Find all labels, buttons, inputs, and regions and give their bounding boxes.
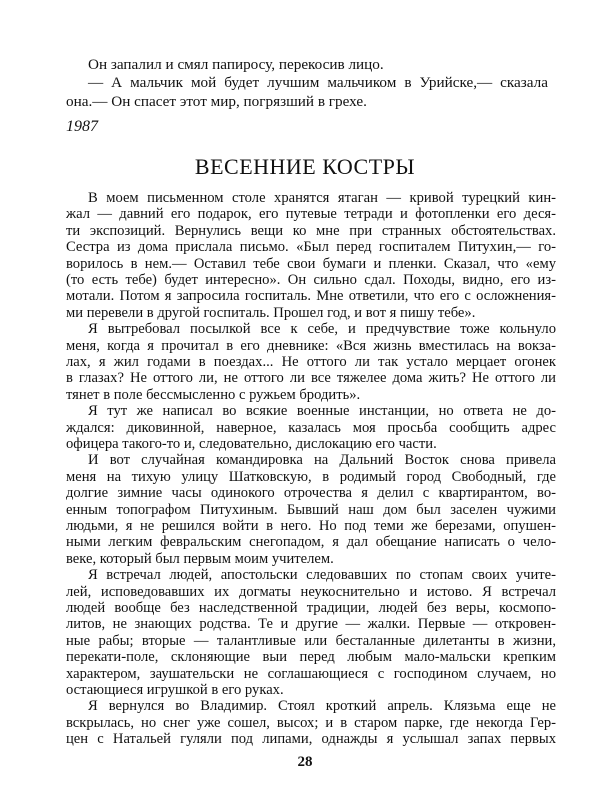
body-line: ти экспозиций. Вернулись вещи ко мне при странных обстоятельствах. bbox=[66, 222, 556, 239]
body-line: (то есть тебе) будет интересно». Он сильно сдал. Походы, видно, его из- bbox=[66, 272, 556, 288]
intro-line: она.— Он спасет этот мир, погрязший в грехе. bbox=[66, 93, 367, 110]
body-line: ми перевели в другой госпиталь. Прошел год, и вот я пишу тебе». bbox=[66, 304, 476, 321]
body-line: Я встречал людей, апостольски следовавших по стопам своих учите- bbox=[88, 567, 556, 584]
body-line: цен с Натальей гуляли под липами, однажды я услышал запах первых bbox=[66, 731, 556, 748]
body-line: литов, не знающих родства. Те и другие — жалки. Первые — откровен- bbox=[66, 616, 556, 633]
body-line: Я тут же написал во всякие военные инстанции, но ответа не до- bbox=[88, 403, 556, 420]
body-line: Сестра из дома прислала письмо. «Был перед госпиталем Питухин,— го- bbox=[66, 239, 556, 256]
chapter-title: ВЕСЕННИЕ КОСТРЫ bbox=[194, 154, 416, 179]
body-line: меня на тихую улицу Шатковскую, в родимый город Свободный, где bbox=[66, 468, 556, 485]
body-line: В моем письменном столе хранятся ятаган — кривой турецкий кин- bbox=[88, 190, 556, 206]
body-line: людьми, я не решился войти в него. Но под теми же березами, опушен- bbox=[66, 518, 556, 534]
body-line: веке, который был первым моим учителем. bbox=[66, 550, 334, 567]
intro-line: Он запалил и смял папиросу, перекосив лицо. bbox=[88, 56, 384, 73]
body-line: долгие зимние часы одинокого отрочества я делил с квартирантом, во- bbox=[66, 485, 556, 502]
body-line: мотали. Потом я запросила госпиталь. Мне ответили, что его с осложнения- bbox=[66, 288, 556, 305]
body-line: характером, заушательски не соглашающиеся с господином случаем, но bbox=[66, 665, 556, 682]
body-line: меня, когда я прочитал в его дневнике: «Вся жизнь вместилась на вокза- bbox=[66, 337, 556, 354]
body-line: перекати-поле, склоняющие выи перед любым мало-мальски крепким bbox=[66, 649, 556, 666]
body-line: ными легким февральским снегопадом, я дал обещание написать о чело- bbox=[66, 534, 556, 551]
body-line: енным топографом Питухиным. Бывший наш дом был заселен чужими bbox=[66, 501, 556, 518]
body-line: ворилось в нем.— Оставил тебе свои бумаги и пленки. Сказал, что «ему bbox=[66, 255, 556, 272]
year-dateline: 1987 bbox=[66, 118, 98, 135]
body-line: ждался: диковинной, наверное, казалась моя просьба сообщить адрес bbox=[66, 419, 556, 436]
body-line: И вот случайная командировка на Дальний Восток снова привела bbox=[88, 452, 556, 469]
body-line: вскрылась, но снег уже сошел, высох; и в старом парке, где некогда Гер- bbox=[66, 714, 556, 731]
body-line: Я вытребовал посылкой все к себе, и предчувствие тоже кольнуло bbox=[88, 321, 556, 338]
body-line: жал — давний его подарок, его путевые тетради и фотопленки его деся- bbox=[66, 206, 556, 223]
intro-line: — А мальчик мой будет лучшим мальчиком в Урийске,— сказала bbox=[88, 74, 548, 91]
body-line: Я вернулся во Владимир. Стоял кроткий апрель. Клязьма еще не bbox=[88, 698, 556, 715]
body-line: людей вообще без наследственной традиции, людей без веры, космопо- bbox=[66, 600, 556, 616]
page-number: 28 bbox=[297, 753, 313, 770]
body-line: ные рабы; вторые — талантливые или бесталанные дилетанты в жизни, bbox=[66, 632, 556, 649]
body-line: в глазах? Не оттого ли, не оттого ли все тяжелее дома жить? Не оттого ли bbox=[66, 370, 556, 387]
body-line: остающиеся игрушкой в его руках. bbox=[66, 682, 284, 698]
body-line: офицера такого-то и, следовательно, дислокацию его части. bbox=[66, 436, 437, 452]
body-line: тянет в поле бессмысленно с ружьем бродить». bbox=[66, 386, 361, 403]
body-line: лах, я жил годами в поездах... Не оттого ли так устало мерцает огонек bbox=[66, 354, 556, 370]
body-line: лей, исповедовавших их догматы неукоснительно и истово. Я встречал bbox=[66, 583, 556, 600]
